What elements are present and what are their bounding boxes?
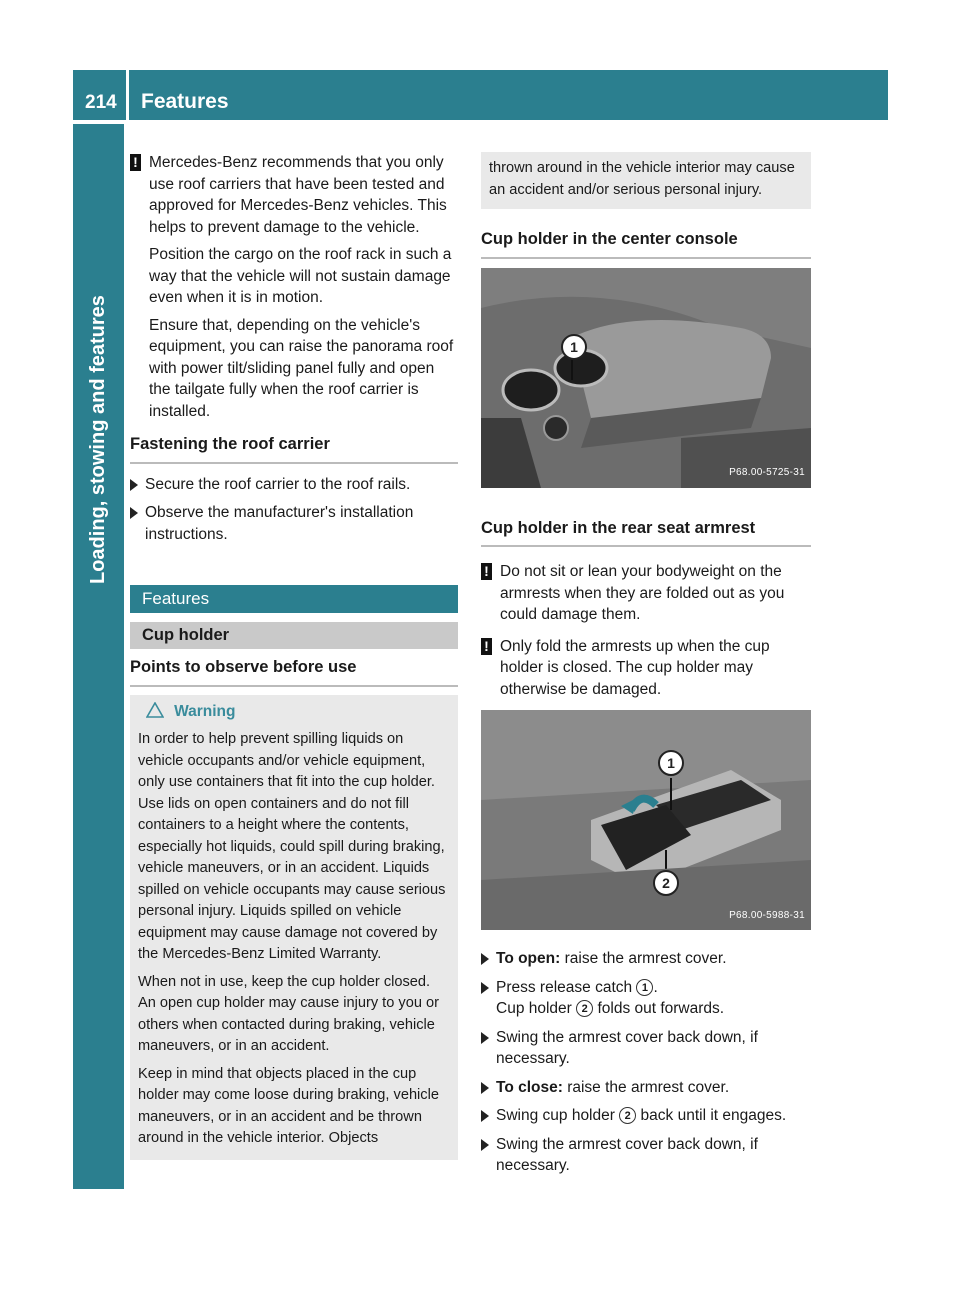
warning-text: thrown around in the vehicle interior may cause an accident and/or serious personal injury. — [489, 160, 795, 198]
instruction-step — [481, 1077, 811, 1099]
section-heading: Cup holder in the center console — [481, 229, 811, 259]
section-heading: Points to observe before use — [130, 657, 458, 687]
step-text: Secure the roof carrier to the roof rails. — [145, 475, 411, 493]
arrow-icon — [481, 982, 489, 994]
step-text: Cup holder — [496, 1000, 577, 1017]
exclamation-icon: ! — [481, 563, 492, 580]
warning-text: When not in use, keep the cup holder closed. An open cup holder may cause injury to you or others when contacted during braking, vehicle maneuvers, or in an accident. — [138, 973, 439, 1054]
center-console-illustration — [481, 268, 811, 488]
warning-icon — [146, 702, 164, 718]
note-text: Position the cargo on the roof rack in such a way that the vehicle will not sustain damage even when it is in motion. — [149, 246, 452, 306]
page-number: 214 — [85, 92, 117, 113]
callout-1: 1 — [561, 334, 587, 360]
step-text: raise the armrest cover. — [560, 950, 727, 967]
step-text: Observe the manufacturer's installation instructions. — [145, 504, 414, 543]
instruction-step — [481, 977, 811, 1020]
arrow-icon — [130, 479, 138, 491]
step-label: To open: — [496, 950, 561, 967]
instruction-step — [481, 1105, 811, 1127]
image-code: P68.00-5725-31 — [729, 467, 805, 478]
instruction-step — [130, 502, 458, 545]
warning-continued-box — [481, 152, 811, 209]
callout-1: 1 — [658, 750, 684, 776]
callout-2-inline: 2 — [576, 1000, 593, 1017]
step-label: To close: — [496, 1078, 563, 1096]
page-header — [73, 70, 888, 120]
arrow-icon — [130, 507, 138, 519]
left-column — [130, 152, 458, 1160]
callout-2: 2 — [653, 870, 679, 896]
arrow-icon — [481, 1139, 489, 1151]
callout-2-inline: 2 — [619, 1107, 636, 1124]
step-text: raise the armrest cover. — [562, 1078, 730, 1096]
step-text: Press release catch — [496, 978, 637, 996]
arrow-icon — [481, 953, 489, 965]
step-text: back until it engages. — [636, 1107, 787, 1124]
section-bar-cup-holder: Cup holder — [130, 622, 458, 649]
callout-1-inline: 1 — [636, 979, 653, 996]
arrow-icon — [481, 1110, 489, 1122]
warning-box — [130, 695, 458, 1160]
right-column — [481, 152, 811, 1177]
note-text: Do not sit or lean your bodyweight on the armrests when they are folded out as you could damage them. — [500, 563, 785, 623]
warning-text: Keep in mind that objects placed in the cup holder may come loose during braking, vehicle maneuvers, or in an accident and be thrown around in the vehicle interior. Objects — [138, 1065, 439, 1146]
image-code: P68.00-5988-31 — [729, 909, 805, 921]
section-heading: Fastening the roof carrier — [130, 434, 458, 464]
warning-title: Warning — [174, 702, 236, 720]
arrow-icon — [481, 1032, 489, 1044]
step-text: folds out forwards. — [593, 1000, 725, 1017]
step-text: Swing the armrest cover back down, if necessary. — [496, 1028, 758, 1067]
warning-header — [138, 701, 450, 724]
instruction-step — [481, 1027, 811, 1070]
note-roof-carrier — [130, 152, 458, 422]
note-text: Ensure that, depending on the vehicle's equipment, you can raise the panorama roof with power tilt/sliding panel fully and open the tailgate fully when the roof carrier is installed. — [149, 316, 454, 420]
step-text: . — [653, 978, 658, 996]
photo-rear-armrest — [481, 710, 811, 930]
chapter-label: Loading, stowing and features — [87, 295, 109, 584]
instruction-step — [481, 948, 811, 970]
instruction-step — [481, 1134, 811, 1177]
header-divider — [126, 70, 129, 120]
photo-center-console — [481, 268, 811, 488]
note-text: Only fold the armrests up when the cup holder is closed. The cup holder may otherwise be damaged. — [500, 637, 770, 698]
step-text: Swing the armrest cover back down, if necessary. — [496, 1135, 758, 1174]
section-heading: Cup holder in the rear seat armrest — [481, 518, 811, 548]
exclamation-icon: ! — [481, 638, 492, 655]
note-armrest — [481, 561, 811, 626]
instruction-step — [130, 474, 458, 496]
note-armrest-fold — [481, 636, 811, 701]
chapter-sidebar — [73, 124, 124, 1189]
note-text: Mercedes-Benz recommends that you only use roof carriers that have been tested and approved for Mercedes-Benz vehicles. This helps to prevent damage to the vehicle. — [149, 154, 447, 236]
step-text: Swing cup holder — [496, 1107, 620, 1124]
warning-text: In order to help prevent spilling liquids on vehicle occupants and/or vehicle equipment, only use containers that fit into the cup holder. Use lids on open containers and do not fill containers to a height where the contents, especially hot liquids, could spill during braking, vehicle maneuvers, or in an accident. Liquids spilled on vehicle occupants may cause serious personal injury. Liquids spilled on vehicle equipment may cause damage not covered by the Mercedes-Benz Limited Warranty. — [138, 731, 446, 962]
section-bar-features: Features — [130, 585, 458, 613]
rear-armrest-illustration — [481, 710, 811, 930]
exclamation-icon: ! — [130, 154, 141, 171]
page-title: Features — [141, 90, 229, 113]
arrow-icon — [481, 1082, 489, 1094]
